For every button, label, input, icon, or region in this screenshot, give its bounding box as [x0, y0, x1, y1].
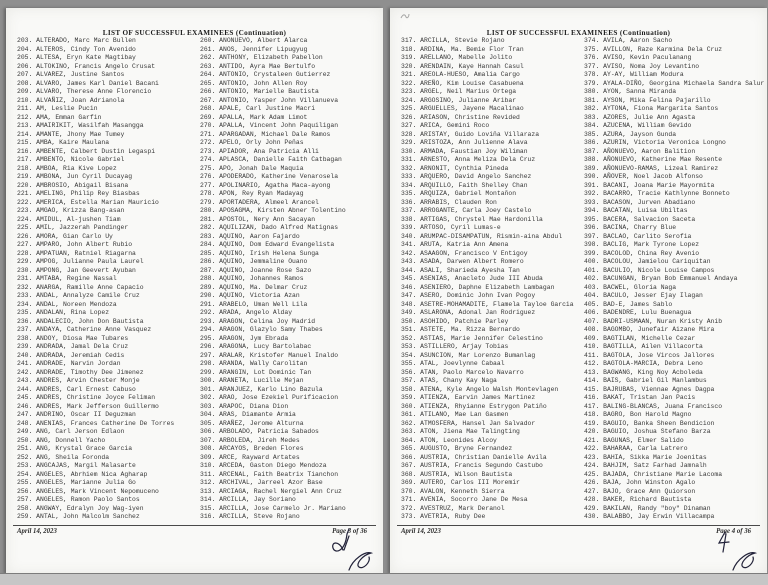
- examinee-entry: 312. ARCHIVAL, Jarreel Azor Base: [200, 479, 323, 486]
- examinee-entry: 332. ARNONIT, Cynthia Pineda: [401, 164, 509, 172]
- examinee-entry: 395. BACERA, Salvacion Saceta: [584, 215, 696, 223]
- examinee-entry: 215. AMBA, Kaire Maulana: [17, 139, 110, 146]
- examinee-entry: 402. BACUNGAN, Bryan Bob Emmanuel Andaya: [584, 275, 738, 282]
- examinee-entry: 227. AMPARO, John Albert Rubio: [17, 241, 133, 248]
- examinee-entry: 275. APO, Jonah Dale Maquia: [200, 164, 304, 172]
- examinee-entry: 340. ARUMPAC-DISAMPATUN, Rismin-aina Abdul: [401, 232, 563, 240]
- examinee-entry: 321. AREOLA-HUESO, Amalia Cargo: [401, 71, 520, 78]
- examinee-entry: 305. ARAÑEZ, Jerome Alturna: [200, 419, 304, 427]
- page-title: LIST OF SUCCESSFUL EXAMINEES (Continuation): [486, 29, 671, 37]
- examinee-entry: 352. ASTIAS, Marie Jennifer Celestino: [401, 334, 543, 342]
- page-3: [6, 8, 383, 574]
- examinee-entry: 304. ARAS, Diamante Armia: [200, 411, 296, 418]
- examinee-entry: 403. BACWEL, Gloria Naga: [584, 283, 677, 291]
- examinee-entry: 338. ARTIGAS, Chrystel Mae Hardonilla: [401, 215, 543, 223]
- examinee-entry: 385. AZURA, Jayson Gunda: [584, 130, 677, 138]
- examinee-entry: 350. ASOHIDO, Patchie Parley: [401, 317, 509, 325]
- pencil-mark: [400, 12, 410, 20]
- examinee-entry: 369. AUTERO, Carlos III Moremir: [401, 479, 520, 486]
- examinee-entry: 271. APARGADAN, Michael Dale Ramos: [200, 130, 331, 138]
- examinee-entry: 290. AQUINO, Victoria Azan: [200, 292, 300, 299]
- examinee-entry: 204. ALTEROS, Cindy Ton Avenido: [17, 45, 136, 53]
- examinee-entry: 243. ANDRES, Arvin Chester Monje: [17, 377, 140, 384]
- examinee-entry: 339. ARTOSO, Cyril Lumas-e: [401, 224, 501, 231]
- examinee-entry: 296. ARAGONA, Lucy Bartolabac: [200, 343, 312, 350]
- examinee-entry: 372. AVESTRUZ, Mark Deranol: [401, 504, 505, 512]
- examinee-entry: 323. ARGEL, Neil Marius Ortega: [401, 88, 517, 95]
- examinee-entry: 294. ARAGON, Glazylo Samy Thabes: [200, 326, 323, 333]
- examinee-entry: 293. ARAGON, Celina Joy Madrid: [200, 317, 316, 325]
- examinee-entry: 406. BADENDRE, Lulu Buenagua: [584, 309, 692, 316]
- examinee-entry: 210. ALVAÑIZ, Joan Adrianola: [17, 96, 125, 104]
- examinee-entry: 388. AÑONUEVO, Katherine Mae Resente: [584, 156, 723, 163]
- examinee-entry: 303. ARAPOC, Diana Dion: [200, 402, 289, 410]
- examinee-entry: 233. ANDAL, Annalyze Camile Cruz: [17, 292, 140, 299]
- examinee-entry: 274. APLASCA, Danielle Faith Catbagan: [200, 156, 342, 163]
- examinee-entry: 255. ANGELES, Marianne Julia Go: [17, 479, 136, 486]
- examinee-entry: 309. ARCE, Rayward Artates: [200, 453, 300, 461]
- examinee-entry: 242. ANDRADE, Timothy Dee Jimenez: [17, 368, 144, 376]
- examinee-entry: 306. ARBOLADO, Patricia Sabados: [200, 428, 319, 435]
- examinee-entry: 378. AY-AY, William Modura: [584, 71, 684, 78]
- examinee-entry: 344. ASALI, Sharieda Ayesha Tan: [401, 266, 520, 274]
- examinee-entry: 316. ARCILLA, Steve Rojano: [200, 513, 300, 520]
- examinee-entry: 268. APALE, Carl Justine Macri: [200, 105, 316, 112]
- examinee-entry: 414. BAIS, Gabriel Gil Manlambus: [584, 377, 707, 384]
- examinee-entry: 360. ATIENZA, Rhyianne Estrygon Patiño: [401, 402, 547, 410]
- examinee-entry: 267. ANTONIO, Yasper John Villanueva: [200, 96, 339, 104]
- examinee-entry: 300. ARANETA, Lucille Mejan: [200, 377, 304, 384]
- examinee-entry: 297. ARALAR, Kristofer Manuel Inaldo: [200, 351, 339, 359]
- examinee-entry: 383. AZORES, Julie Ann Agasta: [584, 113, 696, 121]
- examinee-entry: 320. ARENDAIN, Kaye Hannah Casul: [401, 62, 524, 70]
- examinee-entry: 249. ANG, Carl Jerson Edlaon: [17, 428, 125, 435]
- page-title: LIST OF SUCCESSFUL EXAMINEES (Continuation): [102, 29, 287, 37]
- examinee-entry: 412. BAGTOLA-MARCIA, Debra Leno: [584, 360, 703, 367]
- examinee-entry: 408. BAGOMBO, Junefair Aizane Mira: [584, 326, 715, 333]
- examinee-entry: 404. BACULO, Jesser Ejay Ilagan: [584, 292, 703, 299]
- examinee-entry: 342. ASAAGON, Francisco V Entigoy: [401, 249, 528, 257]
- examinee-entry: 428. BAKER, Richard Bautista: [584, 496, 692, 503]
- examinee-entry: 238. ANDOY, Diosa Mae Tubares: [17, 334, 129, 342]
- examinee-entry: 279. APORTADERA, Almeel Arancel: [200, 198, 319, 206]
- examinee-entry: 397. BACLAO, Carlito Serofia: [584, 232, 692, 240]
- examinee-entry: 318. ARDINA, Ma. Bemie Flor Tran: [401, 45, 524, 53]
- examinee-entry: 224. AMIDUL, Al-jushen Tiam: [17, 215, 121, 223]
- examinee-entry: 387. AÑONUEVO, Aaron Balition: [584, 147, 696, 155]
- examinee-entry: 218. AMBOA, Ria Kive Lopez: [17, 164, 117, 172]
- examinee-entry: 334. ARQUILLO, Faith Shelley Chan: [401, 181, 528, 189]
- examinee-entry: 219. AMBONA, Jun Cyril Ducayag: [17, 173, 133, 180]
- examinee-entry: 257. ANGELES, Ramon Paolo Santos: [17, 496, 140, 503]
- examinee-entry: 423. BAHIA, Sikka Marie Joenitas: [584, 453, 707, 461]
- examinee-entry: 400. BACOLOU, Jamielou Cariquitan: [584, 258, 711, 265]
- footer-date: April 14, 2023: [17, 528, 57, 535]
- examinee-entry: 235. ANDALAN, Rina Lopez: [17, 309, 110, 316]
- examinee-entry: 252. ANG, Sheila Foronda: [17, 453, 110, 461]
- examinee-entry: 427. BAJO, Grace Ann Quiorson: [584, 487, 696, 495]
- examinee-entry: 216. AMBENTE, Calbert Dustin Legaspi: [17, 147, 156, 155]
- examinee-column-2: [200, 37, 346, 522]
- examinee-entry: 264. ANTONIO, Crystaleen Gutierrez: [200, 71, 331, 78]
- examinee-entry: 214. AMANTE, Jhony Mae Tumey: [17, 130, 125, 138]
- examinee-entry: 371. AVENIA, Socorro Jane De Mesa: [401, 496, 528, 503]
- examinee-entry: 205. ALTESA, Eryn Kate Magtibay: [17, 54, 136, 61]
- examinee-entry: 208. ALVARO, James Karl Daniel Bacani: [17, 79, 159, 87]
- examinee-entry: 422. BAHARAA, Carla Latrero: [584, 445, 688, 452]
- examinee-entry: 286. AQUINO, Jemmaline Ouano: [200, 258, 308, 265]
- examinee-entry: 228. AMPATUAN, Ratniel Riagarna: [17, 249, 136, 257]
- examinee-entry: 393. BACASON, Jurven Abadiano: [584, 198, 696, 206]
- examinee-entry: 256. ANGELES, Mark Vincent Nepomuceno: [17, 487, 159, 495]
- examinee-entry: 358. ATENA, Kyle Angelo Walsh Montevlagen: [401, 385, 559, 393]
- examinee-entry: 231. AMTABA, Regine Nassal: [17, 275, 117, 282]
- examinee-entry: 313. ARCIAGA, Rachel Nergiel Ann Cruz: [200, 487, 342, 495]
- examinee-entry: 394. BACATAN, Luisa Ubiltas: [584, 207, 688, 214]
- examinee-entry: 269. APALLA, Mark Adam Limot: [200, 113, 308, 121]
- examinee-entry: 390. AÑOVER, Noel Jacob Alfonso: [584, 173, 703, 180]
- examinee-entry: 281. APOSTOL, Nery Ann Sacayan: [200, 215, 316, 223]
- examinee-entry: 417. BALING-BLANCAS, Juana Francisco: [584, 402, 723, 410]
- examinee-entry: 292. ARADA, Angelo Alday: [200, 309, 293, 316]
- examinee-entry: 270. APALLA, Vincent John Paquiligan: [200, 122, 339, 129]
- footer-page-number: Page 3 of 36: [332, 528, 367, 535]
- examinee-entry: 298. ARANDA, Wally Carolitan: [200, 360, 308, 367]
- examinee-entry: 258. ANGWAY, Edralyn Joy Wag-iyen: [17, 504, 144, 512]
- examinee-entry: 301. ARANJUEZ, Karlo Lino Bazula: [200, 385, 323, 393]
- examinee-entry: 217. AMBENTO, Nicole Gabriel: [17, 156, 125, 163]
- examinee-entry: 273. APIADOR, Ana Patricia Alli: [200, 147, 319, 155]
- examinee-entry: 407. BADRI-USMAAN, Nuran Kristy Anib: [584, 317, 723, 325]
- examinee-entry: 226. AMORA, Gian Carlo Uy: [17, 232, 113, 240]
- page-4: [390, 8, 767, 574]
- examinee-entry: 295. ARAGON, Jym Ebrada: [200, 334, 289, 342]
- examinee-column-1: [401, 37, 574, 522]
- examinee-entry: 363. ATON, Jiena Mae Talingting: [401, 428, 520, 435]
- examinee-entry: 317. ARCILLA, Stevie Rojano: [401, 37, 505, 44]
- examinee-entry: 391. BACANI, Joana Marie Mayormita: [584, 181, 715, 189]
- examinee-entry: 411. BAGTOLA, Jose Vircos Jallores: [584, 351, 715, 359]
- examinee-entry: 346. ASENIERO, Daphne Elizabeth Lambagan: [401, 283, 555, 291]
- examinee-entry: 416. BAKAT, Tristan Jan Pacis: [584, 394, 696, 401]
- examinee-entry: 246. ANDRES, Mark Jefferson Guillermo: [17, 402, 159, 410]
- examinee-entry: 368. AUSTRIA, Wilson Bautista: [401, 470, 513, 478]
- examinee-entry: 259. ANTAL, John Malcolm Sanchez: [17, 513, 140, 520]
- examinee-entry: 247. ANDRINO, Oscar II Deguzman: [17, 411, 136, 418]
- examinee-column-1: [17, 37, 174, 522]
- examinee-entry: 343. ASADA, Darwen Albert Romero: [401, 258, 524, 265]
- examinee-entry: 284. AQUINO, Dom Edward Evangelista: [200, 241, 335, 248]
- examinee-entry: 327. ARICA, Gemini Roco: [401, 122, 490, 129]
- examinee-entry: 254. ANGELES, Abrhiem Nica Agharap: [17, 470, 148, 478]
- examinee-entry: 379. AYALA-DIÑO, Georgina Michaela Sandra Salur: [584, 79, 765, 87]
- examinee-entry: 354. ASUNCION, Mar Lorenzo Bumanlag: [401, 351, 536, 359]
- examinee-entry: 287. AQUINO, Joanne Rose Sazo: [200, 266, 312, 274]
- examinee-entry: 382. AYTONA, Fiona Margarita Santos: [584, 105, 719, 112]
- examinee-entry: 362. ATMOSFERA, Hansel Jan Salvador: [401, 419, 536, 427]
- examinee-entry: 288. AQUINO, Johannes Ramos: [200, 275, 304, 282]
- examinee-entry: 361. ATILANO, Mae Lan Gasmen: [401, 411, 509, 418]
- examinee-entry: 429. BAKILAN, Randy "boy" Dinaman: [584, 504, 711, 512]
- examinee-entry: 230. AMPONG, Jan Geevert Ayuban: [17, 266, 136, 274]
- examinee-entry: 381. AYSON, Mika Felina Pajarillo: [584, 96, 711, 104]
- examinee-entry: 401. BACULIO, Nicole Louise Campos: [584, 266, 715, 274]
- examinee-entry: 308. ARCAYOS, Breden Flores: [200, 445, 304, 452]
- examinee-entry: 399. BACOLOD, China Rey Avenio: [584, 249, 700, 257]
- examinee-entry: 337. ARROGANTE, Carla Joey Castelo: [401, 207, 532, 214]
- examinee-entry: 324. ARGOSINO, Julianne Aribar: [401, 96, 517, 104]
- examinee-entry: 223. AMGAO, Krizza Bang-asan: [17, 207, 125, 214]
- examinee-entry: 261. ANOS, Jennifer Lipugyug: [200, 45, 308, 53]
- examinee-entry: 366. AUSTRIA, Christian Danielle Avila: [401, 453, 547, 461]
- signature-scribble: [691, 526, 763, 574]
- examinee-entry: 311. ARCENAL, Faith Beatrix Tianchon: [200, 470, 339, 478]
- examinee-entry: 405. BAD-E, James Sablo: [584, 300, 673, 308]
- examinee-entry: 353. ASTILLERO, Arjay Tobias: [401, 343, 509, 350]
- examinee-entry: 250. ANG, Donnell Yacho: [17, 436, 106, 444]
- examinee-entry: 349. ASLARONA, Adonal Jan Rodriguez: [401, 309, 536, 316]
- examinee-entry: 415. BAJRUBAS, Viennae Agnes Dagpa: [584, 385, 715, 393]
- examinee-entry: 302. ARAO, Jose Ezekiel Purificacion: [200, 394, 339, 401]
- examinee-entry: 336. ARRABIS, Clauden Ron: [401, 198, 497, 206]
- examinee-entry: 272. APELO, Orly John Peñas: [200, 139, 304, 146]
- examinee-entry: 240. ANDRADA, Jeremiah Cedis: [17, 351, 125, 359]
- examinee-entry: 426. BAJA, John Winston Agalo: [584, 479, 696, 486]
- examinee-entry: 409. BAGTILAN, Michelle Cezar: [584, 334, 696, 342]
- examinee-entry: 328. ARISTAY, Guido Loviña Villaraza: [401, 130, 540, 138]
- examinee-entry: 229. AMPOG, Julianne Paula Laurel: [17, 258, 144, 265]
- examinee-entry: 248. ANENIAS, Frances Catherine De Torres: [17, 419, 175, 427]
- examinee-entry: 211. AM, Leslie Pucin: [17, 105, 98, 112]
- examinee-entry: 386. AZURIN, Victoria Veronica Longno: [584, 139, 726, 146]
- examinee-entry: 221. AMELING, Philip Rey Biasbas: [17, 190, 140, 197]
- examinee-entry: 365. AUGUSTO, Bryne Fernandez: [401, 445, 513, 452]
- examinee-entry: 236. ANDALECIO, John Don Bautista: [17, 317, 144, 325]
- examinee-entry: 310. ARCEDA, Gaston Diego Mendoza: [200, 462, 327, 469]
- footer-date: April 14, 2023: [401, 528, 441, 535]
- examinee-entry: 299. ARANGIN, Lot Dominic Tan: [200, 368, 312, 376]
- examinee-entry: 262. ANTHONY, Elizabeth Pabellon: [200, 54, 323, 61]
- examinee-entry: 315. ARCILLA, Jose Carmelo Jr. Mariano: [200, 504, 346, 512]
- examinee-entry: 244. ANDRES, Carl Ernest Cabuso: [17, 385, 136, 393]
- examinee-entry: 377. AVISO, Noma Joy Levantino: [584, 62, 700, 70]
- examinee-entry: 282. AQUILIZAN, Dado Alfred Matignas: [200, 224, 339, 231]
- examinee-entry: 370. AVALON, Kenneth Sierra: [401, 487, 505, 495]
- examinee-entry: 331. ARNESTO, Anna Meliza Dela Cruz: [401, 156, 536, 163]
- examinee-column-2: [584, 37, 764, 522]
- scanned-document: [6, 8, 767, 574]
- examinee-entry: 253. ANGCAJAS, Margil Malasarte: [17, 462, 136, 469]
- examinee-entry: 430. BALABBO, Jay Erwin Villacampa: [584, 513, 715, 520]
- examinee-entry: 359. ATIENZA, Earvin James Martinez: [401, 394, 536, 401]
- examinee-entry: 374. AVILA, Aaron Sacho: [584, 37, 673, 44]
- examinee-entry: 325. ARGUELLES, Jayene Macalinao: [401, 105, 524, 112]
- examinee-entry: 373. AVETRIA, Ruby Dee: [401, 513, 486, 520]
- examinee-entry: 307. ARBOLEDA, Jireh Medes: [200, 436, 300, 444]
- examinee-entry: 341. ARUTA, Katria Ann Amena: [401, 241, 509, 248]
- examinee-entry: 345. ASENIAS, Anacleto Jude III Abuda: [401, 275, 543, 282]
- examinee-entry: 329. ARISTOZA, Ann Julienne Alava: [401, 139, 528, 146]
- examinee-entry: 356. ATAN, Paolo Marcelo Navarro: [401, 368, 524, 376]
- examinee-entry: 326. ARIASON, Christine Revided: [401, 113, 520, 121]
- examinee-entry: 239. ANDRADA, Jamal Dela Cruz: [17, 343, 129, 350]
- examinee-entry: 355. ATAL, Joevlynne Cabaal: [401, 360, 505, 367]
- examinee-entry: 234. ANDAL, Noreen Mendoza: [17, 300, 117, 308]
- examinee-entry: 314. ARCILLA, Jay Soriano: [200, 496, 296, 503]
- examinee-entry: 418. BAGRO, Bon Harold Magno: [584, 411, 692, 418]
- examinee-entry: 266. ANTONIO, Marielle Bautista: [200, 88, 319, 95]
- examinee-entry: 280. APOSAGMA, Kirsten Abner Tolentino: [200, 207, 346, 214]
- examinee-entry: 335. ARQUIZA, Gabriel Montañon: [401, 190, 517, 197]
- examinee-entry: 212. AMA, Emman Garfin: [17, 113, 102, 121]
- examinee-entry: 285. AQUINO, Irish Helena Sunga: [200, 249, 319, 257]
- examinee-entry: 419. BAGUIO, Banka Sheen Bendicion: [584, 419, 715, 427]
- examinee-entry: 245. ANDRES, Christine Joyce Feliman: [17, 394, 156, 401]
- examinee-entry: 330. ARMADA, Faustian Joy Wiliman: [401, 147, 528, 155]
- examinee-entry: 351. ASTETE, Ma. Rizza Bernardo: [401, 326, 520, 333]
- signature-scribble: [307, 526, 379, 574]
- examinee-entry: 347. ASERO, Dominic John Ivan Pogoy: [401, 292, 536, 299]
- examinee-entry: 420. BAGUIO, Joshua Stefano Barza: [584, 428, 711, 435]
- examinee-entry: 278. APON, Rey Ryan Madayag: [200, 190, 304, 197]
- examinee-entry: 237. ANDAYA, Catherine Anne Vasquez: [17, 326, 152, 333]
- examinee-entry: 225. AMIL, Jazzerah Pandinger: [17, 224, 129, 231]
- examinee-entry: 203. ALTERADO, Marc Marc Bullen: [17, 37, 136, 44]
- examinee-entry: 277. APOLINARIO, Agatha Maca-ayong: [200, 181, 331, 189]
- examinee-entry: 241. ANDRADE, Narvin Jordan: [17, 360, 121, 367]
- examinee-entry: 207. ALVAREZ, Justine Santos: [17, 71, 125, 78]
- examinee-entry: 398. BACLIG, Mark Tyrone Lopez: [584, 241, 700, 248]
- examinee-entry: 232. ANARGA, Ramille Anne Capacio: [17, 283, 144, 291]
- examinee-entry: 291. ARABELO, Uman Well Lila: [200, 300, 308, 308]
- examinee-entry: 375. AVILLON, Raze Karmina Dela Cruz: [584, 45, 723, 53]
- examinee-entry: 251. ANG, Krystal Grace Garcia: [17, 445, 133, 452]
- examinee-entry: 333. ARQUERO, David Angelo Sanchez: [401, 173, 532, 180]
- examinee-entry: 276. APODERADO, Katherine Venarosela: [200, 173, 339, 180]
- examinee-entry: 389. AÑONUEVO-RAMAS, Lizeal Ramirez: [584, 164, 719, 172]
- examinee-entry: 348. ASETRE-MOHAMADITE, Flamela Tayloe Garcia: [401, 300, 574, 308]
- examinee-entry: 220. AMBROSIO, Abigail Bisana: [17, 181, 129, 189]
- examinee-entry: 260. ANONUEVO, Albert Alarca: [200, 37, 308, 44]
- examinee-entry: 413. BAGWANG, King Noy Acboleda: [584, 368, 703, 376]
- examinee-entry: 222. AMERICA, Estella Marian Mauricio: [17, 198, 159, 206]
- examinee-entry: 319. ARELLANO, Mabelle Jolito: [401, 54, 513, 61]
- examinee-entry: 410. BAGTILLA, Ailen Villacorta: [584, 343, 703, 350]
- examinee-entry: 380. AYON, Sanna Miranda: [584, 88, 677, 95]
- examinee-entry: 283. AQUINO, Aaron Fajardo: [200, 232, 300, 240]
- examinee-entry: 425. BAJADA, Christiane Marie Lacoma: [584, 470, 723, 478]
- examinee-entry: 392. BACARRO, Tracie Kathlynne Bonneto: [584, 190, 730, 197]
- examinee-entry: 421. BAGUNAS, Elmer Salido: [584, 436, 684, 444]
- examinee-entry: 263. ANTIDO, Ayra Mae Bertulfo: [200, 62, 316, 70]
- examinee-entry: 289. AQUINO, Ma. Delmar Cruz: [200, 283, 308, 291]
- footer-page-number: Page 4 of 36: [716, 528, 751, 535]
- examinee-entry: 384. AZUCENA, William Gevido: [584, 122, 692, 129]
- examinee-entry: 367. AUSTRIA, Francis Segundo Castubo: [401, 462, 543, 469]
- examinee-entry: 396. BACINA, Charry Blue: [584, 224, 677, 231]
- examinee-entry: 376. AVISO, Kevin Paculanang: [584, 54, 692, 61]
- examinee-entry: 206. ALTOKINO, Francis Angelo Crusat: [17, 62, 156, 70]
- examinee-entry: 322. AREÑO, Kim Louise Casabuena: [401, 79, 524, 87]
- examinee-entry: 357. ATAS, Chany Kay Naga: [401, 377, 497, 384]
- examinee-entry: 265. ANTONIO, John Allen Roy: [200, 79, 308, 87]
- scanner-bed-edge: [0, 573, 768, 585]
- examinee-entry: 209. ALVARO, Therese Anne Florencio: [17, 88, 152, 95]
- examinee-entry: 364. ATON, Leonides Alcoy: [401, 436, 497, 444]
- examinee-entry: 424. BAHJIM, Satz Farhad Jamnalh: [584, 462, 707, 469]
- examinee-entry: 213. AMAIRIKIT, Wasilfah Masangga: [17, 122, 144, 129]
